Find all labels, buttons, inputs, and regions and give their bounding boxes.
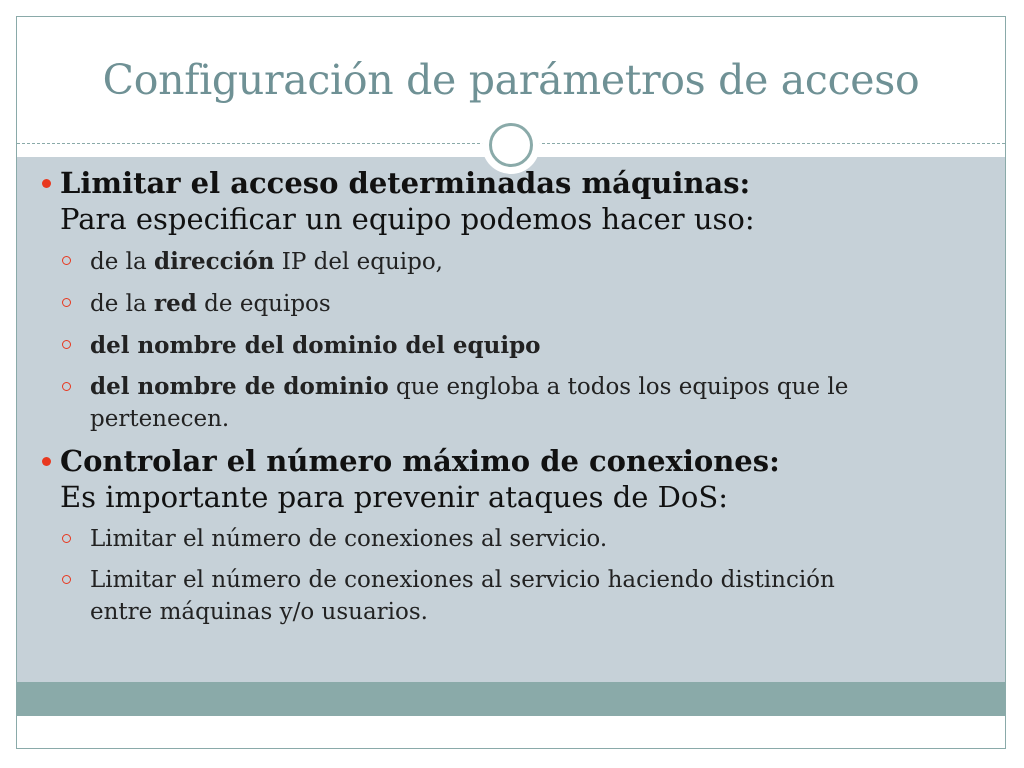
ring-bullet-icon bbox=[62, 382, 71, 391]
bullet-text: Para especificar un equipo podemos hacer uso: bbox=[60, 202, 755, 236]
sub-item-bold: del nombre del dominio del equipo bbox=[90, 332, 541, 359]
bullet-heading: Controlar el número máximo de conexiones: bbox=[60, 444, 780, 478]
bullet-item-connection-limit bbox=[42, 443, 942, 515]
ring-bullet-icon bbox=[62, 534, 71, 543]
sub-item bbox=[42, 287, 942, 321]
ring-bullet-icon bbox=[62, 575, 71, 584]
sub-item-text: de equipos bbox=[196, 291, 331, 317]
ring-bullet-icon bbox=[62, 340, 71, 349]
ring-bullet-icon bbox=[62, 256, 71, 265]
bullet-item-access-limit bbox=[42, 165, 942, 237]
sub-item-text: Limitar el número de conexiones al servicio. bbox=[90, 526, 608, 552]
sub-list-access-limit bbox=[42, 245, 942, 435]
circle-ring bbox=[489, 123, 533, 167]
ring-bullet-icon bbox=[62, 298, 71, 307]
sub-item-text: Limitar el número de conexiones al servicio haciendo distinción entre máquinas y/o usuarios. bbox=[90, 567, 835, 625]
sub-item bbox=[42, 329, 942, 363]
sub-item bbox=[42, 564, 890, 628]
sub-item bbox=[42, 245, 942, 279]
sub-item bbox=[42, 371, 930, 435]
sub-item-bold: dirección bbox=[154, 248, 275, 275]
slide-content bbox=[42, 165, 942, 636]
bullet-dot-icon bbox=[42, 457, 51, 466]
sub-item bbox=[42, 523, 942, 556]
sub-item-text: IP del equipo, bbox=[274, 249, 443, 275]
sub-item-text: de la bbox=[90, 291, 155, 317]
sub-list-connection-limit bbox=[42, 523, 942, 628]
footer-bar bbox=[17, 682, 1005, 716]
sub-item-bold: del nombre de dominio bbox=[90, 373, 389, 400]
sub-item-text: de la bbox=[90, 249, 155, 275]
bullet-dot-icon bbox=[42, 179, 51, 188]
sub-item-text: que engloba a todos los equipos que le pertenecen. bbox=[90, 374, 849, 432]
bullet-text: Es importante para prevenir ataques de DoS: bbox=[60, 480, 729, 514]
sub-item-bold: red bbox=[154, 290, 197, 317]
bullet-heading: Limitar el acceso determinadas máquinas: bbox=[60, 166, 751, 200]
slide-title: Configuración de parámetros de acceso bbox=[102, 56, 920, 104]
